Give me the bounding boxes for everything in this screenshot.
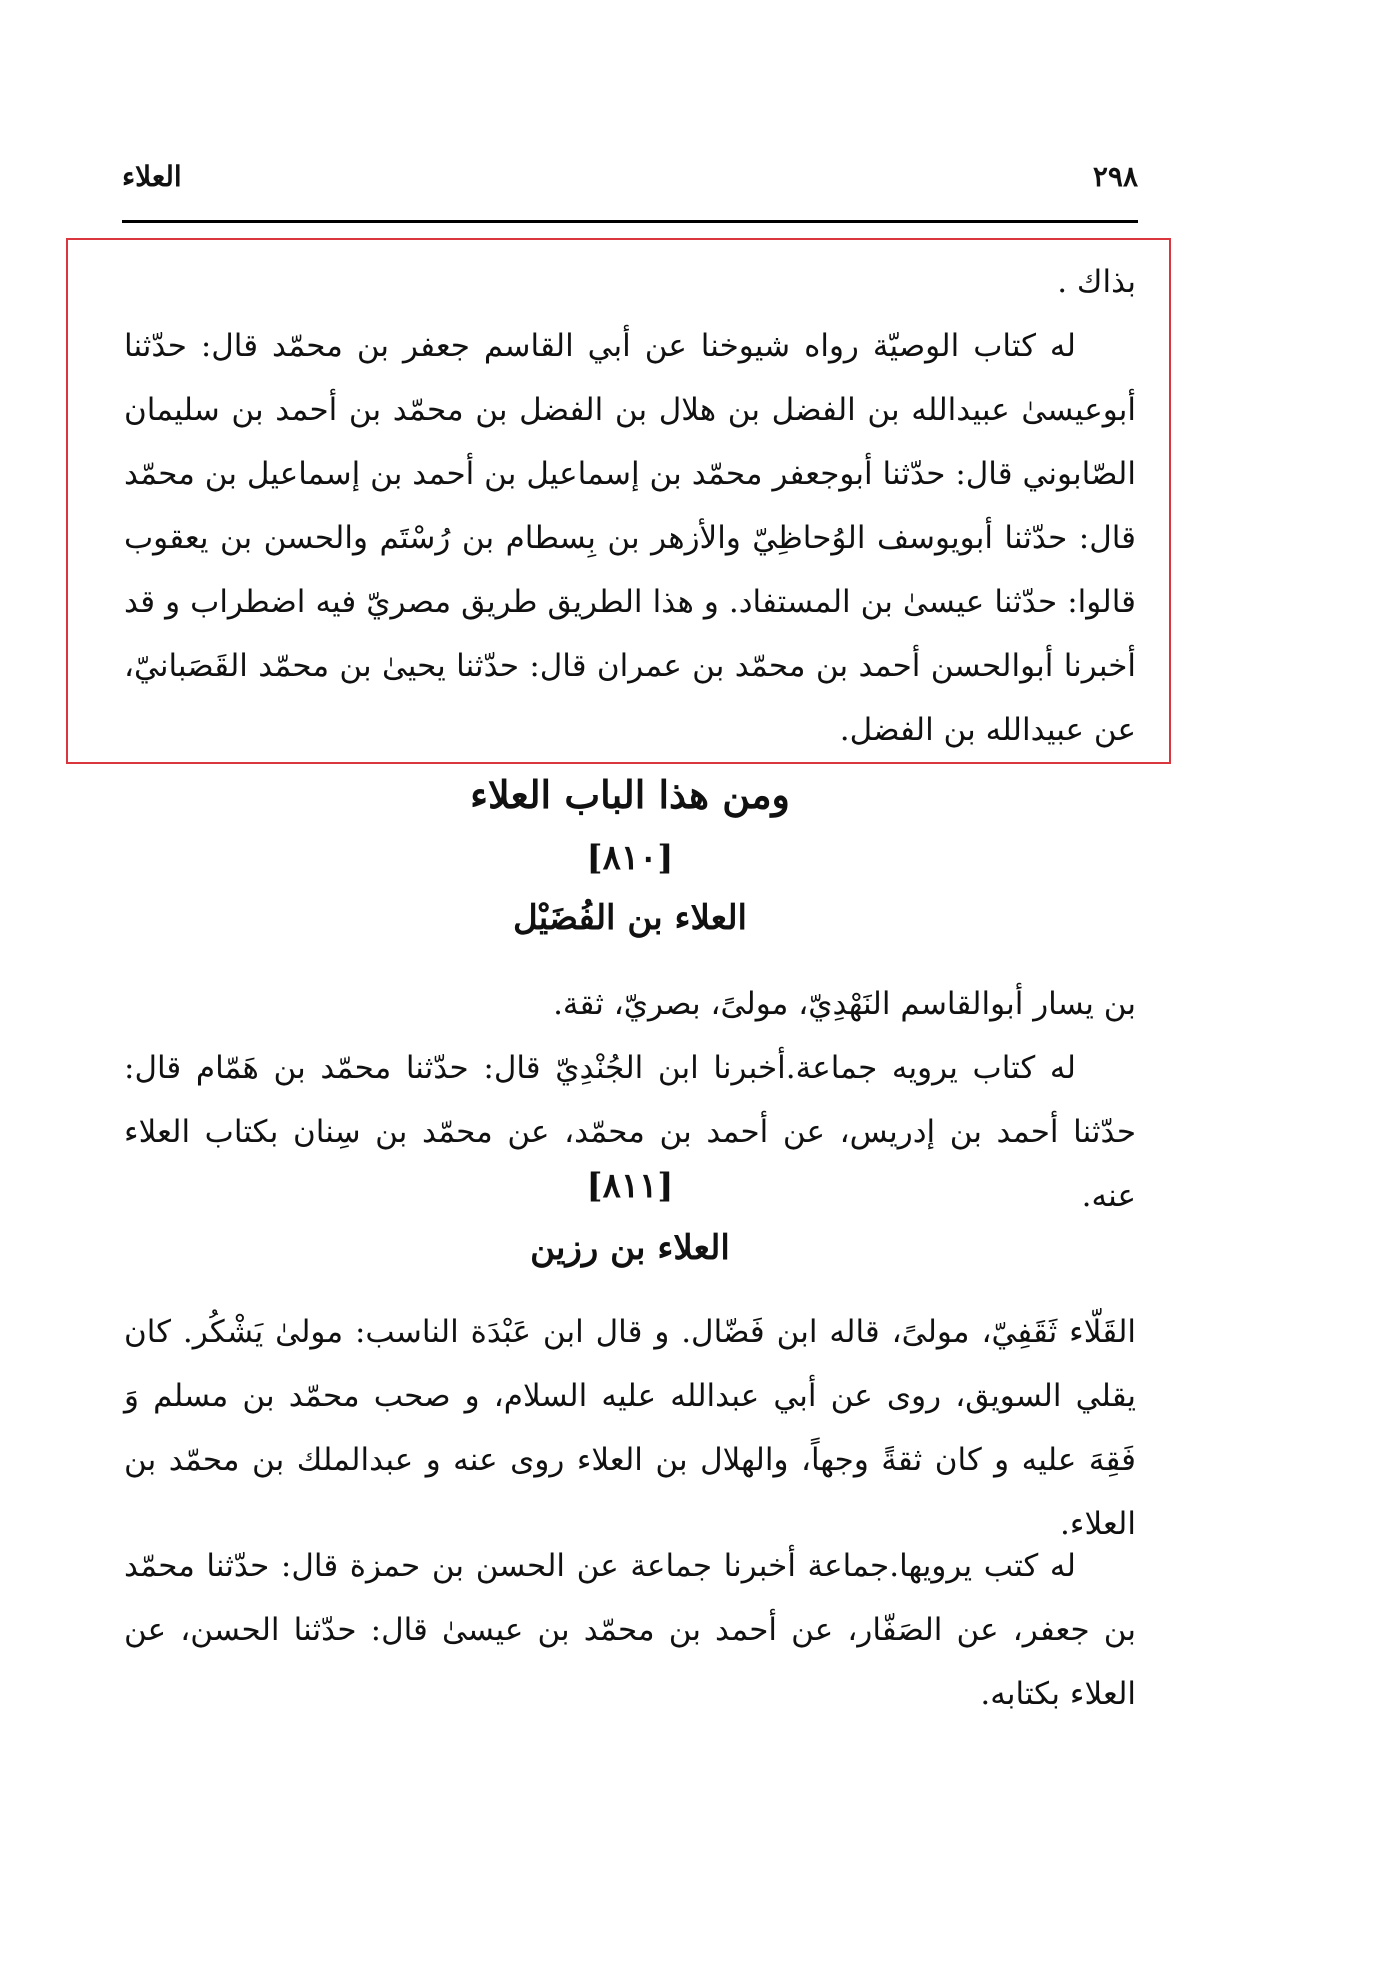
page-number: ٢٩٨ bbox=[1092, 160, 1138, 193]
running-title: العلاء bbox=[122, 160, 182, 193]
section-heading: ومن هذا الباب العلاء bbox=[470, 772, 790, 817]
entry-desc-810: بن يسار أبوالقاسم النَهْدِيّ، مولیً، بصريّ، ثقة. bbox=[553, 986, 1136, 1022]
entry-number-810: [٨١٠] bbox=[586, 838, 674, 878]
entry-number-811: [٨١١] bbox=[586, 1166, 674, 1206]
entry-name-811: العلاء بن رزين bbox=[530, 1228, 730, 1268]
entry-books-810: له كتاب يرويه جماعة.أخبرنا ابن الجُنْدِيّ قال: حدّثنا محمّد بن هَمّام قال: حدّثنا أحمد بن إدريس، عن أحمد بن محمّد، عن محمّد بن سِنان بكتاب العلاء عنه. bbox=[124, 1050, 1136, 1214]
highlighted-first-line: بذاك . bbox=[1057, 264, 1136, 300]
highlighted-paragraph: له كتاب الوصيّة رواه شيوخنا عن أبي القاسم جعفر بن محمّد قال: حدّثنا أبوعيسیٰ عبيدالله بن الفضل بن هلال بن الفضل بن محمّد بن أحمد بن سليمان الصّابوني قال: حدّثنا أبوجعفر محمّد بن إسماعيل بن أحمد بن إسماعيل بن محمّد قال: حدّثنا أبويوسف الوُحاظِيّ والأزهر بن بِسطام بن رُسْتَم والحسن بن يعقوب قالوا: حدّثنا عيسیٰ بن المستفاد. و هذا الطريق طريق مصريّ فيه اضطراب و قد أخبرنا أبوالحسن أحمد بن محمّد بن عمران قال: حدّثنا يحيیٰ بن محمّد القَصَبانيّ، عن عبيدالله بن الفضل. bbox=[124, 328, 1136, 748]
entry-name-810: العلاء بن الفُضَيْل bbox=[513, 898, 747, 938]
page-header bbox=[122, 160, 1138, 204]
header-rule bbox=[122, 220, 1138, 223]
entry-desc-811: القَلّاء ثَقَفِيّ، مولیً، قاله ابن فَضّال. و قال ابن عَبْدَة الناسب: مولیٰ يَشْكُر. كان يقلي السويق، روی عن أبي عبدالله عليه السلام، و صحب محمّد بن مسلم وَ فَقِهَ عليه و كان ثقةً وجهاً، والهلال بن العلاء روی عنه و عبدالملك بن محمّد بن العلاء. bbox=[124, 1314, 1136, 1542]
entry-books-811: له كتب يرويها.جماعة أخبرنا جماعة عن الحسن بن حمزة قال: حدّثنا محمّد بن جعفر، عن الصَفّار، عن أحمد بن محمّد بن عيسیٰ قال: حدّثنا الحسن، عن العلاء بكتابه. bbox=[124, 1548, 1136, 1712]
